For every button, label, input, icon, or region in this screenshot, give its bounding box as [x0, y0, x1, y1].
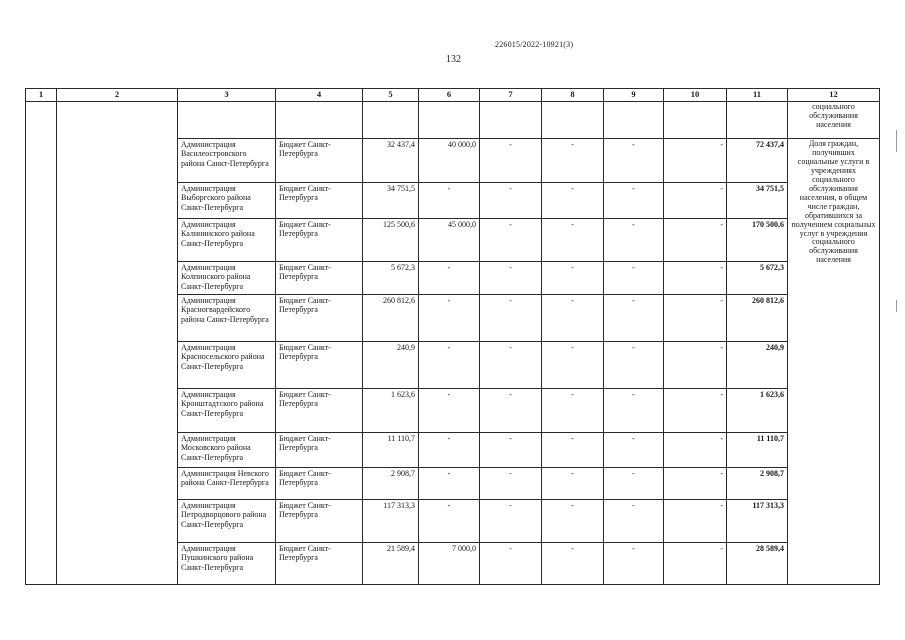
total-amount-cell: 1 623,6: [727, 389, 788, 433]
table-cell: [727, 102, 788, 139]
amount-col5-cell: 240,9: [363, 342, 419, 389]
amount-col10-cell: -: [664, 468, 727, 500]
table-cell: [542, 102, 604, 139]
amount-col10-cell: -: [664, 183, 727, 219]
page-number: 132: [446, 54, 461, 65]
amount-col6-cell: -: [419, 433, 480, 468]
scan-artifact-mark: [896, 300, 897, 312]
amount-col5-cell: 34 751,5: [363, 183, 419, 219]
amount-col10-cell: -: [664, 295, 727, 342]
executor-cell: Администрация Невского района Санкт-Петербурга: [178, 468, 276, 500]
amount-col5-cell: 117 313,3: [363, 500, 419, 543]
executor-cell: Администрация Колпинского района Санкт-Петербурга: [178, 262, 276, 295]
amount-col7-cell: -: [480, 433, 542, 468]
funding-source-cell: Бюджет Санкт-Петербурга: [276, 262, 363, 295]
column-header: 6: [419, 89, 480, 102]
funding-source-cell: Бюджет Санкт-Петербурга: [276, 433, 363, 468]
amount-col8-cell: -: [542, 433, 604, 468]
amount-col5-cell: 11 110,7: [363, 433, 419, 468]
funding-source-cell: Бюджет Санкт-Петербурга: [276, 183, 363, 219]
amount-col8-cell: -: [542, 219, 604, 262]
executor-cell: Администрация Выборгского района Санкт-Петербурга: [178, 183, 276, 219]
amount-col10-cell: -: [664, 139, 727, 183]
amount-col9-cell: -: [604, 468, 664, 500]
column-header: 3: [178, 89, 276, 102]
total-amount-cell: 117 313,3: [727, 500, 788, 543]
amount-col7-cell: -: [480, 219, 542, 262]
amount-col7-cell: -: [480, 500, 542, 543]
total-amount-cell: 72 437,4: [727, 139, 788, 183]
amount-col6-cell: 7 000,0: [419, 543, 480, 585]
column-header: 7: [480, 89, 542, 102]
amount-col5-cell: 5 672,3: [363, 262, 419, 295]
amount-col9-cell: -: [604, 543, 664, 585]
document-registration-number: 226015/2022-10921(3): [495, 40, 574, 49]
amount-col5-cell: 32 437,4: [363, 139, 419, 183]
table-row: [26, 102, 880, 139]
amount-col6-cell: -: [419, 342, 480, 389]
column-header: 1: [26, 89, 57, 102]
amount-col5-cell: 2 908,7: [363, 468, 419, 500]
amount-col9-cell: -: [604, 183, 664, 219]
total-amount-cell: 170 500,6: [727, 219, 788, 262]
amount-col8-cell: -: [542, 342, 604, 389]
table-cell: [664, 102, 727, 139]
amount-col9-cell: -: [604, 139, 664, 183]
amount-col9-cell: -: [604, 389, 664, 433]
amount-col5-cell: 1 623,6: [363, 389, 419, 433]
amount-col6-cell: -: [419, 262, 480, 295]
amount-col10-cell: -: [664, 342, 727, 389]
amount-col7-cell: -: [480, 139, 542, 183]
funding-source-cell: Бюджет Санкт-Петербурга: [276, 219, 363, 262]
amount-col6-cell: -: [419, 468, 480, 500]
amount-col8-cell: -: [542, 262, 604, 295]
amount-col10-cell: -: [664, 219, 727, 262]
executor-cell: Администрация Красносельского района Санкт-Петербурга: [178, 342, 276, 389]
amount-col6-cell: -: [419, 295, 480, 342]
column-number-header-row: [26, 89, 880, 102]
amount-col9-cell: -: [604, 219, 664, 262]
column-header: 4: [276, 89, 363, 102]
amount-col6-cell: 45 000,0: [419, 219, 480, 262]
column-header: 8: [542, 89, 604, 102]
amount-col10-cell: -: [664, 262, 727, 295]
executor-cell: Администрация Красногвардейского района Санкт-Петербурга: [178, 295, 276, 342]
table-cell: [604, 102, 664, 139]
table-cell: [276, 102, 363, 139]
amount-col8-cell: -: [542, 389, 604, 433]
amount-col7-cell: -: [480, 342, 542, 389]
amount-col7-cell: -: [480, 543, 542, 585]
executor-cell: Администрация Пушкинского района Санкт-Петербурга: [178, 543, 276, 585]
amount-col7-cell: -: [480, 295, 542, 342]
cell-col2-merged: [57, 102, 178, 585]
table-cell: [419, 102, 480, 139]
total-amount-cell: 5 672,3: [727, 262, 788, 295]
column-header: 9: [604, 89, 664, 102]
amount-col10-cell: -: [664, 433, 727, 468]
column-header: 2: [57, 89, 178, 102]
amount-col6-cell: 40 000,0: [419, 139, 480, 183]
total-amount-cell: 2 908,7: [727, 468, 788, 500]
amount-col5-cell: 21 589,4: [363, 543, 419, 585]
program-funding-table: [25, 88, 880, 585]
executor-cell: Администрация Василеостровского района Санкт-Петербурга: [178, 139, 276, 183]
executor-cell: Администрация Петродворцового района Санкт-Петербурга: [178, 500, 276, 543]
amount-col7-cell: -: [480, 183, 542, 219]
amount-col8-cell: -: [542, 500, 604, 543]
amount-col8-cell: -: [542, 295, 604, 342]
total-amount-cell: 240,9: [727, 342, 788, 389]
funding-source-cell: Бюджет Санкт-Петербурга: [276, 389, 363, 433]
amount-col8-cell: -: [542, 139, 604, 183]
amount-col9-cell: -: [604, 500, 664, 543]
total-amount-cell: 11 110,7: [727, 433, 788, 468]
amount-col10-cell: -: [664, 543, 727, 585]
column-header: 12: [788, 89, 880, 102]
amount-col5-cell: 260 812,6: [363, 295, 419, 342]
column-header: 10: [664, 89, 727, 102]
executor-cell: Администрация Московского района Санкт-Петербурга: [178, 433, 276, 468]
amount-col6-cell: -: [419, 500, 480, 543]
amount-col8-cell: -: [542, 543, 604, 585]
funding-source-cell: Бюджет Санкт-Петербурга: [276, 543, 363, 585]
amount-col10-cell: -: [664, 389, 727, 433]
indicator-continuation-cell: социального обслуживания населения: [788, 102, 880, 139]
total-amount-cell: 28 589,4: [727, 543, 788, 585]
amount-col8-cell: -: [542, 468, 604, 500]
indicator-description-cell: Доля граждан, получивших социальные услуги в учреждениях социального обслуживания населения, в общем числе граждан, обратившихся за получением социальных услуг в учреждения социального обслуживания населения: [788, 139, 880, 585]
amount-col7-cell: -: [480, 262, 542, 295]
funding-source-cell: Бюджет Санкт-Петербурга: [276, 342, 363, 389]
funding-source-cell: Бюджет Санкт-Петербурга: [276, 500, 363, 543]
funding-source-cell: Бюджет Санкт-Петербурга: [276, 139, 363, 183]
cell-col1-merged: [26, 102, 57, 585]
funding-source-cell: Бюджет Санкт-Петербурга: [276, 295, 363, 342]
table-cell: [363, 102, 419, 139]
amount-col7-cell: -: [480, 389, 542, 433]
column-header: 11: [727, 89, 788, 102]
column-header: 5: [363, 89, 419, 102]
funding-source-cell: Бюджет Санкт-Петербурга: [276, 468, 363, 500]
amount-col9-cell: -: [604, 433, 664, 468]
executor-cell: Администрация Калининского района Санкт-Петербурга: [178, 219, 276, 262]
amount-col9-cell: -: [604, 342, 664, 389]
amount-col5-cell: 125 500,6: [363, 219, 419, 262]
amount-col10-cell: -: [664, 500, 727, 543]
total-amount-cell: 260 812,6: [727, 295, 788, 342]
table-cell: [178, 102, 276, 139]
table-cell: [480, 102, 542, 139]
scan-artifact-mark: [896, 130, 897, 152]
total-amount-cell: 34 751,5: [727, 183, 788, 219]
amount-col6-cell: -: [419, 389, 480, 433]
amount-col8-cell: -: [542, 183, 604, 219]
amount-col9-cell: -: [604, 295, 664, 342]
amount-col7-cell: -: [480, 468, 542, 500]
amount-col9-cell: -: [604, 262, 664, 295]
executor-cell: Администрация Кронштадтского района Санкт-Петербурга: [178, 389, 276, 433]
amount-col6-cell: -: [419, 183, 480, 219]
